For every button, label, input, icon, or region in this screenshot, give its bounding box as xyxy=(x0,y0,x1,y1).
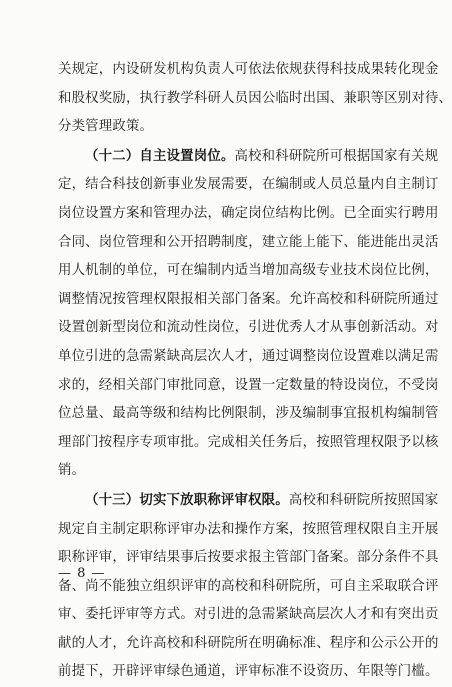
text-line: 设置创新型岗位和流动性岗位，引进优秀人才从事创新活动。对 xyxy=(58,320,439,336)
section-heading-12: （十二）自主设置岗位。 xyxy=(85,147,235,164)
text-line xyxy=(58,486,439,516)
text-fragment: 高校和科研院所可根据国家有关规 xyxy=(234,148,439,164)
paragraph-section-12 xyxy=(58,142,439,486)
text-line: 求的，经相关部门审批同意，设置一定数量的特设岗位，不受岗 xyxy=(58,377,439,393)
text-line: 前提下，开辟评审绿色通道，评审标准不设资历、年限等门槛。 xyxy=(58,664,439,680)
text-line: 和股权奖励，执行教学科研人员因公临时出国、兼职等区别对待、 xyxy=(58,90,452,106)
text-line: 规定自主制定职称评审办法和操作方案，按照管理权限自主开展 xyxy=(58,521,439,537)
text-line: 调整情况按管理权限报相关部门备案。允许高校和科研院所通过 xyxy=(58,291,439,307)
section-heading-13: （十三）切实下放职称评审权限。 xyxy=(85,491,289,508)
text-fragment: 高校和科研院所按照国家 xyxy=(288,492,439,508)
text-line xyxy=(58,142,439,172)
text-line: 岗位设置方案和管理办法，确定岗位结构比例。已全面实行聘用 xyxy=(58,205,439,221)
text-line: 关规定，内设研发机构负责人可依法依规获得科技成果转化现金 xyxy=(58,62,439,77)
text-line: 销。 xyxy=(58,463,86,479)
text-line: 分类管理政策。 xyxy=(58,119,154,135)
text-line: 位总量、最高等级和结构比例限制，涉及编制事宜报机构编制管 xyxy=(58,406,439,422)
paragraph-continuation xyxy=(58,56,452,142)
text-line: 职称评审，评审结果事后按要求报主管部门备案。部分条件不具 xyxy=(58,550,439,566)
text-line: 定，结合科技创新事业发展需要，在编制或人员总量内自主制订 xyxy=(58,177,439,193)
text-line: 用人机制的单位，可在编制内适当增加高级专业技术岗位比例， xyxy=(58,263,439,279)
page-number: — 8 — xyxy=(58,566,106,581)
paragraph-section-13 xyxy=(58,486,439,687)
text-line: 献的人才，允许高校和科研院所在明确标准、程序和公示公开的 xyxy=(58,635,439,651)
text-line: 理部门按程序专项审批。完成相关任务后，按照管理权限予以核 xyxy=(58,434,439,450)
text-line: 合同、岗位管理和公开招聘制度，建立能上能下、能进能出灵活 xyxy=(58,234,439,250)
text-line: 备、尚不能独立组织评审的高校和科研院所，可自主采取联合评 xyxy=(58,578,439,594)
text-line: 审、委托评审等方式。对引进的急需紧缺高层次人才和有突出贡 xyxy=(58,607,439,623)
text-line: 单位引进的急需紧缺高层次人才，通过调整岗位设置难以满足需 xyxy=(58,348,439,364)
